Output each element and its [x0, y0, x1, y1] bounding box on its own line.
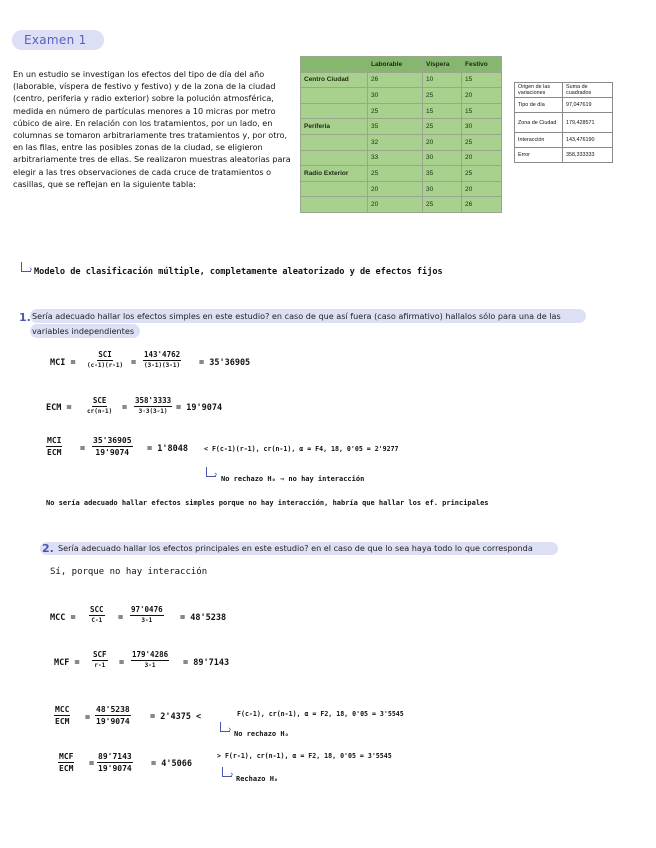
mcf-f2-num: 179'4286 [132, 650, 169, 659]
data-table-cell: 20 [462, 88, 502, 104]
equals-sign: = [118, 613, 124, 623]
anova-cell: Interacción [515, 133, 563, 148]
mci-f1-den: (c-1)(r-1) [87, 362, 124, 369]
data-table-row [301, 197, 502, 213]
equals-sign: = [85, 713, 91, 723]
question-1-number: 1. [19, 311, 31, 324]
mcc-ratio-critical-value: F(c-1), cr(n-1), α = F2, 18, 0'05 = 3'5545 [237, 710, 404, 718]
data-table-cell: 20 [368, 181, 423, 197]
model-note: Modelo de clasificación múltiple, completamente aleatorizado y de efectos fijos [34, 267, 443, 277]
rows-ratio [58, 752, 74, 773]
mci-f2-den: (3-1)(3-1) [144, 362, 181, 369]
question-2-text: Sería adecuado hallar los efectos principales en este estudio? en el caso de que lo sea haya todo lo que corresponda [58, 543, 533, 553]
arrow-head-icon: › [214, 470, 218, 480]
anova-row [515, 113, 613, 133]
ecm-formula [87, 396, 112, 415]
anova-table [514, 82, 613, 163]
data-table-cell [301, 103, 368, 119]
ratio-den: ECM [47, 448, 62, 457]
mcc-formula [89, 605, 105, 624]
mcf-ratio-den: ECM [59, 764, 74, 773]
data-table-cell: Radio Exterior [301, 166, 368, 182]
ratio-f2-den: 19'9074 [95, 448, 130, 457]
data-table-header: Laborable [368, 57, 423, 73]
question-2-number: 2. [42, 542, 54, 555]
data-table-cell: 26 [368, 72, 423, 88]
anova-cell: 358,333333 [563, 148, 613, 163]
equals-sign: = [122, 403, 128, 413]
data-table-row [301, 119, 502, 135]
ecm-f1-den: cr(n-1) [87, 408, 113, 415]
data-table-cell [301, 134, 368, 150]
data-table-cell: 25 [368, 166, 423, 182]
data-table-row [301, 103, 502, 119]
data-table [300, 56, 502, 213]
anova-cell: 97,047619 [563, 98, 613, 113]
arrow-head-icon: › [29, 265, 33, 275]
columns-ratio-substitution [95, 705, 131, 726]
data-table-row [301, 72, 502, 88]
arrow-head-icon: › [230, 770, 234, 780]
ratio-result: = 1'8048 [147, 444, 188, 454]
mcc-f1-den: C-1 [91, 617, 103, 624]
anova-cell: Zona de Ciudad [515, 113, 563, 133]
data-table-cell [301, 88, 368, 104]
data-table-row [301, 88, 502, 104]
mcf-ratio-result: = 4'5066 [151, 759, 192, 769]
data-table-cell: 15 [423, 103, 462, 119]
data-table-header: Festivo [462, 57, 502, 73]
anova-row [515, 98, 613, 113]
ratio-decision: No rechazo Hₒ ⇒ no hay interacción [221, 475, 365, 483]
anova-row [515, 133, 613, 148]
data-table-cell: 25 [423, 197, 462, 213]
ecm-f2-num: 358'3333 [135, 396, 172, 405]
ratio-f2-num: 35'36905 [93, 436, 132, 445]
data-table-cell: Periferia [301, 119, 368, 135]
ecm-f1-num: SCE [92, 396, 107, 405]
mcf-result: = 89'7143 [183, 658, 230, 668]
q1-conclusion: No sería adecuado hallar efectos simples porque no hay interacción, habría que hallar los ef. principales [46, 499, 489, 507]
data-table-cell [301, 150, 368, 166]
data-table-cell [301, 181, 368, 197]
mci-f1-num: SCI [98, 350, 112, 359]
mcc-label: MCC = [50, 613, 76, 623]
data-table-cell: 35 [423, 166, 462, 182]
interaction-ratio-substitution [92, 436, 133, 457]
anova-cell: Error [515, 148, 563, 163]
data-table-cell: 15 [462, 72, 502, 88]
equals-sign: = [131, 358, 137, 368]
data-table-cell: 20 [423, 134, 462, 150]
ecm-label: ECM = [46, 403, 72, 413]
anova-header: Suma de cuadrados [563, 83, 613, 98]
mcc-f2-den: 3-1 [141, 617, 153, 624]
mcf-ratio-f2-den: 19'9074 [98, 764, 132, 773]
data-table-cell: 25 [423, 88, 462, 104]
mcc-f2-num: 97'0476 [131, 605, 163, 614]
mci-label: MCI = [50, 358, 76, 368]
mcf-f1-num: SCF [93, 650, 107, 659]
mcc-ratio-decision: No rechazo Hₒ [234, 730, 289, 738]
equals-sign: = [80, 444, 86, 454]
data-table-cell: 30 [423, 181, 462, 197]
data-table-header-row [301, 57, 502, 73]
data-table-cell: 20 [462, 150, 502, 166]
columns-ratio [54, 705, 70, 726]
data-table-cell: 33 [368, 150, 423, 166]
data-table-cell: 10 [423, 72, 462, 88]
ecm-result: = 19'9074 [176, 403, 223, 413]
page-title: Examen 1 [12, 30, 104, 50]
anova-cell: Tipo de día [515, 98, 563, 113]
data-table-cell [301, 197, 368, 213]
data-table-cell: 20 [368, 197, 423, 213]
data-table-row [301, 181, 502, 197]
data-table-cell: 25 [462, 134, 502, 150]
mcc-ratio-result: = 2'4375 < [150, 712, 202, 722]
equals-sign: = [89, 759, 95, 769]
data-table-row [301, 134, 502, 150]
anova-header-row [515, 83, 613, 98]
mcf-f1-den: r-1 [94, 662, 106, 669]
anova-cell: 179,428571 [563, 113, 613, 133]
q2-answer: Sí, porque no hay interacción [50, 567, 208, 577]
mci-result: = 35'36905 [199, 358, 251, 368]
data-table-cell: 15 [462, 103, 502, 119]
mcf-f2-den: 3-1 [144, 662, 156, 669]
mci-f2-num: 143'4762 [144, 350, 181, 359]
data-table-cell: 25 [462, 166, 502, 182]
mcc-ratio-f2-num: 48'5238 [96, 705, 130, 714]
ecm-substitution [134, 396, 172, 415]
mcf-ratio-num: MCF [59, 752, 74, 761]
mcf-ratio-f2-num: 89'7143 [98, 752, 132, 761]
ratio-critical-value: < F(c-1)(r-1), cr(n-1), α = F4, 18, 0'05 = 2'9277 [204, 445, 399, 453]
arrow-head-icon: › [228, 725, 232, 735]
data-table-cell: 26 [462, 197, 502, 213]
problem-statement: En un estudio se investigan los efectos del tipo de día del año (laborable, víspera de festivo y festivo) y de la zona de la ciudad (centro, periferia y radio exterior) sobre la polución atmosférica, medida en número de partículas menores a 10 micras por metro cúbico de aire. En relación con los tratamientos, por un lado, en columnas se tomaron arbitrariamente tres tratamientos y, por otro, en las filas, entre las posibles zonas de la ciudad, se eligieron arbitrariamente tres de ellas. Se realizaron muestras aleatorias para elegir a las tres observaciones de cada cruce de tratamientos o casillas, que se reflejan en la siguiente tabla: [13, 69, 291, 189]
mcc-result: = 48'5238 [180, 613, 227, 623]
data-table-cell: 25 [368, 103, 423, 119]
data-table-cell: 30 [368, 88, 423, 104]
data-table-cell: Centro Ciudad [301, 72, 368, 88]
data-table-cell: 35 [368, 119, 423, 135]
data-table-cell: 20 [462, 181, 502, 197]
mcf-ratio-critical-value: > F(r-1), cr(n-1), α = F2, 18, 0'05 = 3'5545 [217, 752, 392, 760]
data-table-cell: 32 [368, 134, 423, 150]
mcc-ratio-den: ECM [55, 717, 70, 726]
mcf-substitution [131, 650, 169, 669]
data-table-header [301, 57, 368, 73]
question-1-text: Sería adecuado hallar los efectos simples en este estudio? en caso de que así fuera (caso afirmativo) hallalos sólo para una de las variables independientes [32, 311, 561, 336]
mcc-f1-num: SCC [90, 605, 104, 614]
mcf-ratio-decision: Rechazo Hₒ [236, 775, 279, 783]
rows-ratio-substitution [97, 752, 133, 773]
ecm-f2-den: 3·3(3-1) [138, 408, 168, 415]
interaction-ratio [46, 436, 62, 457]
ratio-num: MCI [47, 436, 62, 445]
mcc-substitution [130, 605, 164, 624]
data-table-header: Víspera [423, 57, 462, 73]
anova-header: Origen de las variaciones [515, 83, 563, 98]
data-table-row [301, 166, 502, 182]
anova-cell: 143,476190 [563, 133, 613, 148]
mci-formula [87, 350, 123, 369]
data-table-cell: 25 [423, 119, 462, 135]
data-table-cell: 30 [462, 119, 502, 135]
mcf-label: MCF = [54, 658, 80, 668]
anova-row [515, 148, 613, 163]
equals-sign: = [119, 658, 125, 668]
mcf-formula [92, 650, 108, 669]
mci-substitution [143, 350, 181, 369]
mcc-ratio-f2-den: 19'9074 [96, 717, 130, 726]
data-table-row [301, 150, 502, 166]
data-table-cell: 30 [423, 150, 462, 166]
mcc-ratio-num: MCC [55, 705, 70, 714]
